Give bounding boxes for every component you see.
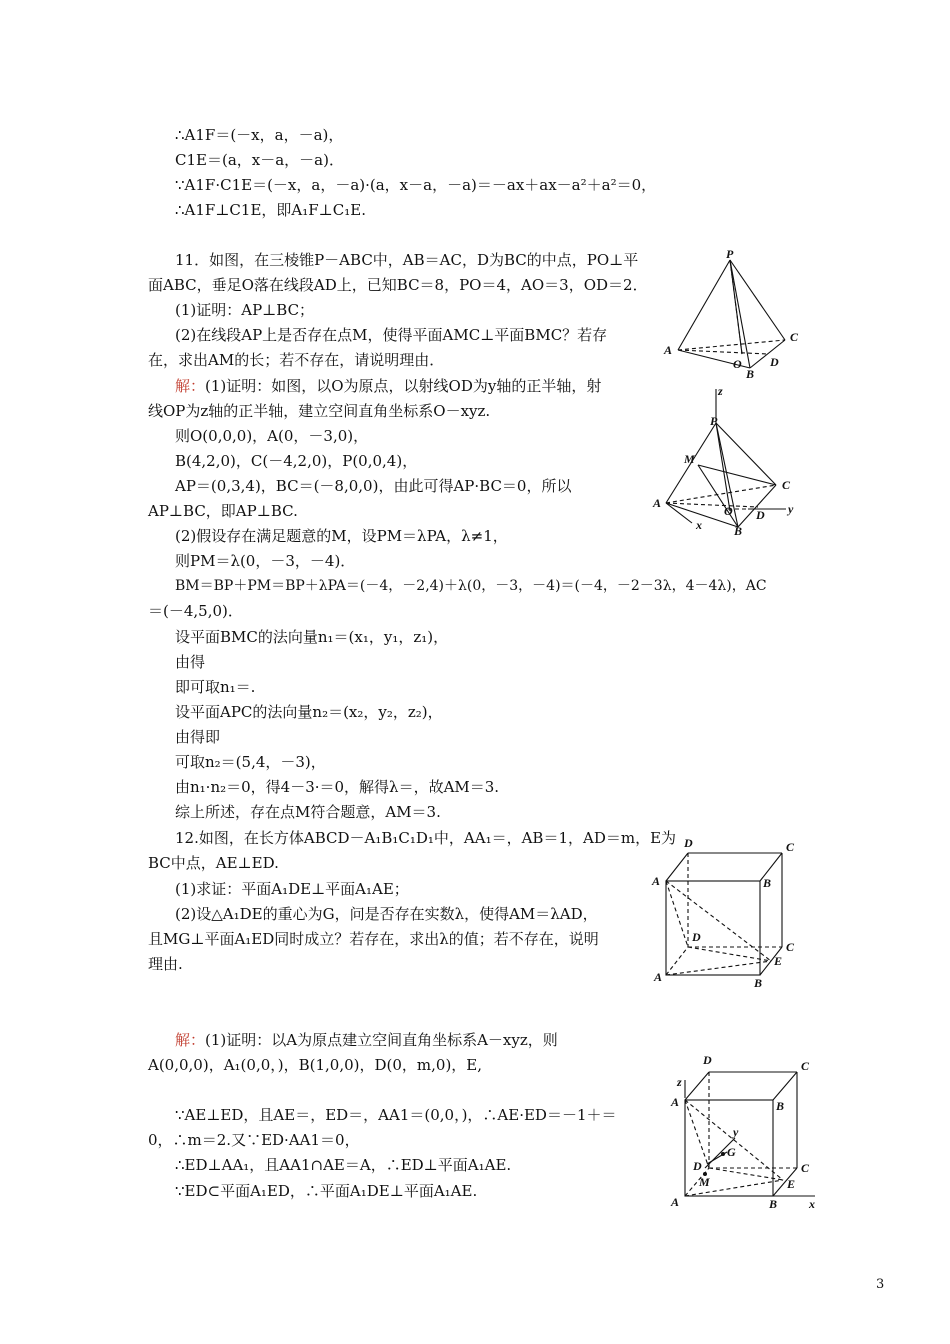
svg-text:B: B (769, 1197, 778, 1211)
solution-12-line: ∵ED⊂平面A₁ED，∴平面A₁DE⊥平面A₁AE. (175, 1182, 478, 1200)
solution-12-line: ∵AE⊥ED，且AE＝，ED＝，AA1＝(0,0，)，∴AE·ED＝－1＋＝ (175, 1106, 617, 1124)
svg-text:A: A (671, 1195, 680, 1209)
svg-text:z: z (718, 385, 723, 398)
figure-pyramid-axes (648, 385, 808, 535)
svg-text:B: B (746, 367, 755, 378)
solution-12-line: A(0,0,0)，A₁(0,0，)，B(1,0,0)，D(0，m,0)，E, (148, 1056, 483, 1074)
svg-text:E: E (787, 1177, 796, 1191)
svg-text:C: C (801, 1059, 810, 1073)
svg-text:y: y (733, 1125, 739, 1139)
figure-cuboid (650, 835, 810, 990)
svg-text:A: A (671, 1095, 680, 1109)
svg-text:B: B (734, 524, 743, 535)
solution-11-line: B(4,2,0)，C(－4,2,0)，P(0,0,4)， (175, 452, 418, 470)
solution-11-line: 则O(0,0,0)，A(0，－3,0)， (175, 427, 369, 445)
svg-text:D: D (684, 836, 693, 850)
solution-12-line: 0，∴m＝2.又∵ED·AA1＝0， (148, 1131, 360, 1149)
svg-text:D: D (693, 1159, 702, 1173)
solution-11-line: BM＝BP＋PM＝BP＋λPA＝(－4，－2,4)＋λ(0，－3，－4)＝(－4，－2－3λ，4－4λ)，AC (175, 578, 767, 594)
svg-text:C: C (786, 840, 795, 854)
solution-11-line: ＝(－4,5,0)． (148, 602, 243, 620)
solution-11-line: 由得即 (175, 728, 221, 746)
solution-12-line: ∴ED⊥AA₁，且AA1∩AE＝A，∴ED⊥平面A₁AE. (175, 1156, 512, 1174)
svg-text:E: E (774, 954, 783, 968)
svg-text:P: P (710, 414, 718, 428)
text-line: C1E＝(a，x－a，－a)． (175, 151, 344, 169)
solution-11-line: 线OP为z轴的正半轴，建立空间直角坐标系O－xyz. (148, 402, 491, 420)
solution-11-line: 则PM＝λ(0，－3，－4)． (175, 552, 356, 570)
svg-text:x: x (696, 518, 702, 532)
figure-pyramid (650, 248, 810, 378)
svg-text:A: A (664, 343, 673, 357)
svg-text:A: A (652, 874, 661, 888)
text-line: ∴A1F＝(－x，a，－a)， (175, 126, 344, 144)
svg-text:G: G (727, 1145, 736, 1159)
svg-text:A: A (654, 970, 663, 984)
solution-11-line: 由得 (175, 653, 206, 671)
svg-text:B: B (754, 976, 763, 990)
solution-11-line: 即可取n₁＝. (175, 678, 256, 696)
solution-12-line (175, 1030, 558, 1050)
problem-11-line: 面ABC，垂足O落在线段AD上，已知BC＝8，PO＝4，AO＝3，OD＝2． (148, 276, 648, 294)
svg-text:x: x (809, 1197, 815, 1211)
svg-text:z: z (677, 1075, 682, 1089)
solution-11-line: 可取n₂＝(5,4，－3)， (175, 753, 326, 771)
problem-11-line: (1)证明：AP⊥BC； (175, 301, 315, 319)
svg-text:C: C (801, 1161, 810, 1175)
problem-12-line: (1)求证：平面A₁DE⊥平面A₁AE； (175, 880, 409, 898)
page-number: 3 (876, 1277, 885, 1292)
problem-12-line: 且MG⊥平面A₁ED同时成立？若存在，求出λ的值；若不存在，说明 (148, 930, 599, 948)
problem-11-line: 11．如图，在三棱锥P－ABC中，AB＝AC，D为BC的中点，PO⊥平 (175, 251, 639, 269)
solution-11-line: (2)假设存在满足题意的M，设PM＝λPA，λ≠1， (175, 527, 508, 545)
svg-text:y: y (788, 502, 794, 516)
svg-text:C: C (782, 478, 791, 492)
text-line: ∴A1F⊥C1E，即A₁F⊥C₁E. (175, 201, 366, 219)
svg-text:O: O (733, 357, 742, 371)
solution-11-line: 设平面BMC的法向量n₁＝(x₁，y₁，z₁)， (175, 628, 449, 646)
solution-text: (1)证明：以A为原点建立空间直角坐标系A－xyz，则 (205, 1031, 558, 1049)
solution-label: 解： (175, 1031, 206, 1049)
problem-12-line: BC中点，AE⊥ED. (148, 854, 279, 872)
svg-text:C: C (786, 940, 795, 954)
svg-text:D: D (770, 355, 779, 369)
problem-11-line: 在，求出AM的长；若不存在，请说明理由． (148, 351, 445, 369)
svg-text:C: C (790, 330, 799, 344)
svg-text:D: D (692, 930, 701, 944)
svg-text:A: A (653, 496, 662, 510)
svg-text:M: M (699, 1175, 710, 1189)
svg-text:B: B (763, 876, 772, 890)
problem-12-line: 12.如图，在长方体ABCD－A₁B₁C₁D₁中，AA₁＝，AB＝1，AD＝m，E为 (175, 829, 677, 847)
solution-11-line: AP＝(0,3,4)，BC＝(－8,0,0)，由此可得AP·BC＝0，所以 (175, 477, 572, 495)
svg-text:D: D (756, 508, 765, 522)
problem-12-line: 理由. (148, 955, 183, 973)
text-line: ∵A1F·C1E＝(－x，a，－a)·(a，x－a，－a)＝－ax＋ax－a²＋a²＝0， (175, 176, 657, 194)
figure-cuboid-axes (665, 1028, 825, 1213)
svg-text:O: O (724, 504, 733, 518)
svg-text:D: D (703, 1053, 712, 1067)
svg-text:P: P (726, 248, 734, 261)
solution-11-line: 综上所述，存在点M符合题意，AM＝3. (175, 803, 441, 821)
solution-text: (1)证明：如图，以O为原点，以射线OD为y轴的正半轴，射 (205, 377, 602, 395)
solution-label: 解： (175, 377, 206, 395)
solution-11-line: 由n₁·n₂＝0，得4－3·＝0，解得λ＝，故AM＝3. (175, 778, 500, 796)
problem-12-line: (2)设△A₁DE的重心为G，问是否存在实数λ，使得AM＝λAD， (175, 905, 598, 923)
solution-11-line: AP⊥BC，即AP⊥BC. (148, 502, 298, 520)
solution-11-line (175, 376, 601, 396)
problem-11-line: (2)在线段AP上是否存在点M，使得平面AMC⊥平面BMC？若存 (175, 326, 608, 344)
solution-11-line: 设平面APC的法向量n₂＝(x₂，y₂，z₂)， (175, 703, 443, 721)
svg-text:B: B (776, 1099, 785, 1113)
svg-text:M: M (684, 452, 695, 466)
